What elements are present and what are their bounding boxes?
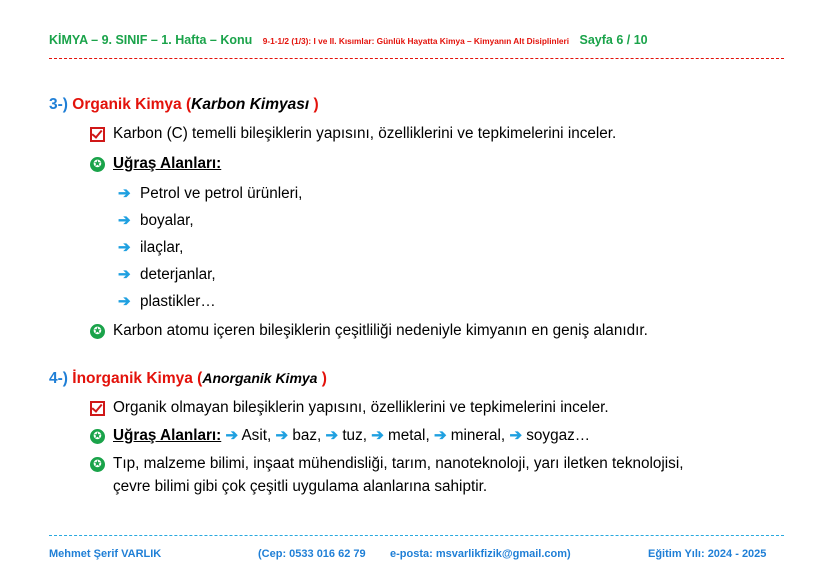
list-item: ilaçlar, [140, 239, 184, 256]
right-arrow-icon: ➔ [225, 427, 239, 444]
list-item: Asit, [241, 427, 272, 444]
right-arrow-icon: ➔ [118, 293, 131, 310]
list-item: tuz, [342, 427, 367, 444]
section-4-number: 4-) [49, 370, 68, 387]
green-star-bullet-icon: ✪ [90, 324, 105, 339]
course-title: KİMYA – 9. SINIF – 1. Hafta – Konu [49, 33, 253, 47]
section-4-fields-label: Uğraş Alanları: [113, 427, 222, 444]
green-star-bullet-icon: ✪ [90, 457, 105, 472]
header-divider [49, 58, 784, 59]
section-3-fields-label: Uğraş Alanları: [113, 155, 222, 172]
page-number: Sayfa 6 / 10 [579, 33, 648, 47]
section-4-heading [49, 370, 327, 388]
section-4-title: İnorganik Kimya ( [72, 370, 203, 387]
section-3-close: ) [313, 96, 319, 113]
right-arrow-icon: ➔ [118, 185, 131, 202]
green-star-bullet-icon: ✪ [90, 157, 105, 172]
section-3-description: Karbon (C) temelli bileşiklerin yapısını, özelliklerini ve tepkimelerini inceler. [113, 125, 617, 142]
section-4-fields [113, 427, 590, 445]
right-arrow-icon: ➔ [509, 427, 523, 444]
footer-email: e-posta: msvarlikfizik@gmail.com) [390, 548, 571, 560]
section-3-title: Organik Kimya ( [72, 96, 192, 113]
section-3-subtitle: Karbon Kimyası [191, 96, 310, 113]
right-arrow-icon: ➔ [118, 266, 131, 283]
right-arrow-icon: ➔ [118, 212, 131, 229]
section-4-close: ) [321, 370, 327, 387]
list-item: deterjanlar, [140, 266, 216, 283]
checkbox-check-icon [90, 127, 105, 142]
list-item: Petrol ve petrol ürünleri, [140, 185, 303, 202]
list-item: plastikler… [140, 293, 216, 310]
right-arrow-icon: ➔ [275, 427, 289, 444]
section-3-note: Karbon atomu içeren bileşiklerin çeşitliliği nedeniyle kimyanın en geniş alanıdır. [113, 322, 648, 339]
checkbox-check-icon [90, 401, 105, 416]
section-4-description: Organik olmayan bileşiklerin yapısını, özelliklerini ve tepkimelerini inceler. [113, 399, 609, 416]
footer-divider [49, 535, 784, 536]
section-4-note-line-2: çevre bilimi gibi çok çeşitli uygulama alanlarına sahiptir. [113, 478, 488, 495]
section-3-number: 3-) [49, 96, 68, 113]
list-item: soygaz… [526, 427, 591, 444]
right-arrow-icon: ➔ [371, 427, 384, 444]
page-header [49, 31, 789, 49]
topic-title: 9-1-1/2 (1/3): I ve II. Kısımlar: Günlük Hayatta Kimya – Kimyanın Alt Disiplinleri [262, 36, 570, 46]
list-item: metal, [388, 427, 430, 444]
list-item: baz, [292, 427, 322, 444]
right-arrow-icon: ➔ [325, 427, 339, 444]
list-item: mineral, [450, 427, 506, 444]
section-3-heading [49, 96, 319, 114]
list-item: boyalar, [140, 212, 194, 229]
section-4-note-line-1: Tıp, malzeme bilimi, inşaat mühendisliği, tarım, nanoteknoloji, yarı iletken teknolojisi, [113, 455, 684, 472]
green-star-bullet-icon: ✪ [90, 429, 105, 444]
footer-year: Eğitim Yılı: 2024 - 2025 [648, 548, 767, 560]
section-4-subtitle: Anorganik Kimya [202, 370, 318, 386]
right-arrow-icon: ➔ [118, 239, 131, 256]
right-arrow-icon: ➔ [433, 427, 447, 444]
footer-author: Mehmet Şerif VARLIK [49, 548, 162, 560]
footer-phone: (Cep: 0533 016 62 79 [258, 548, 366, 560]
